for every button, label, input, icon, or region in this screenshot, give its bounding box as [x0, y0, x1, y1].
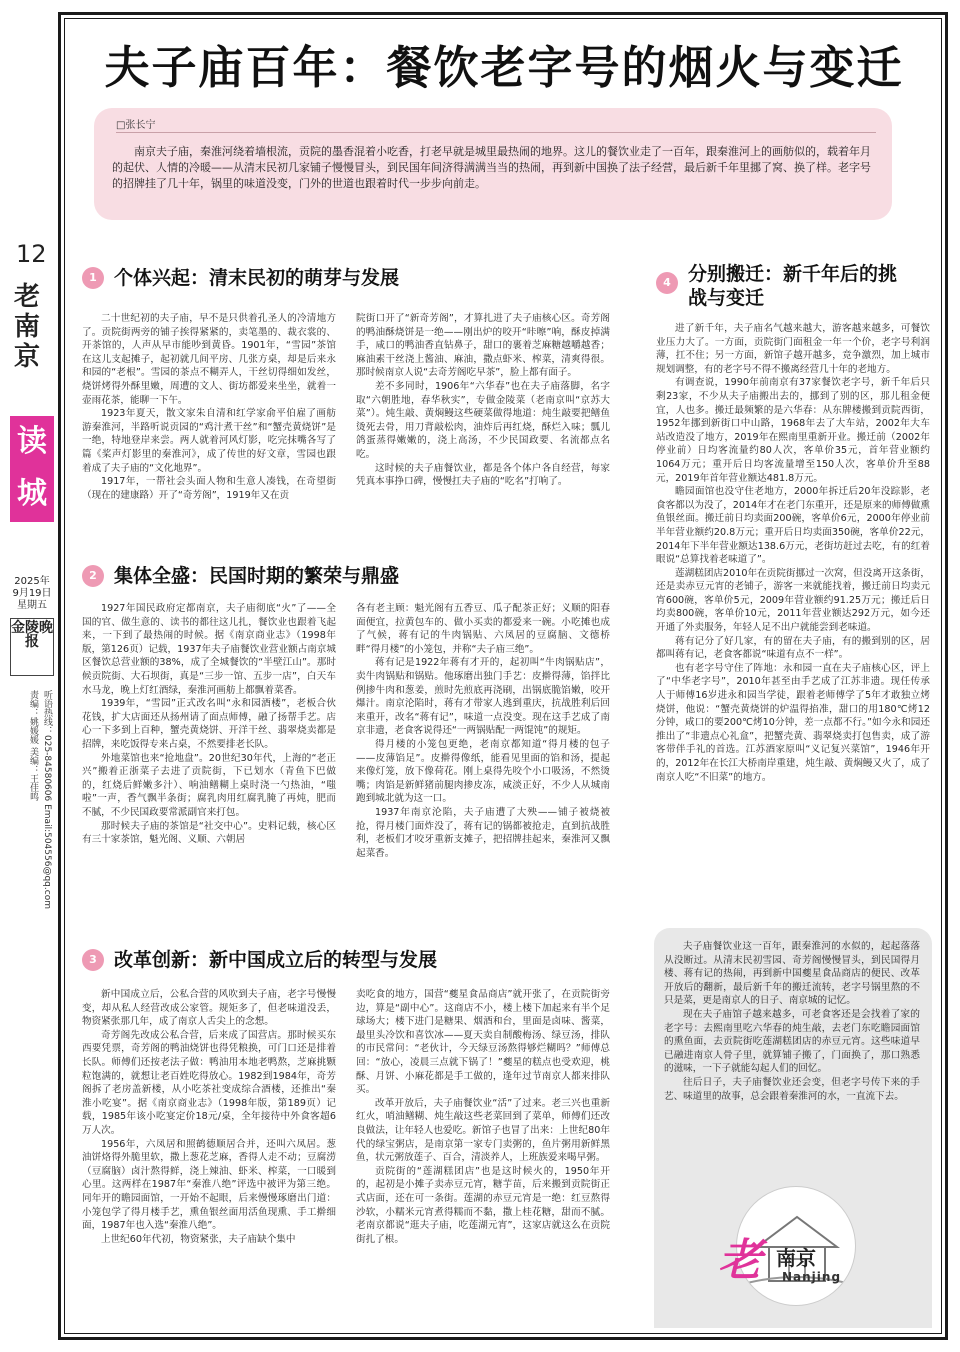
paragraph: 蒋有记是1922年蒋有才开的，起初叫“牛肉锅贴店”，卖牛肉锅贴和锅贴。他琢磨出独门手艺：皮擀得薄，馅拌比例掺牛肉和葱姜，煎时先煎底再浇刷，出锅底脆馅嫩，咬开爆汁。南京沦陷时，蒋有才带家人逃到重庆，抗战胜利后回来重开，改名“蒋有记”，味道一点没变。现在这手艺成了南京非遗，老食客说得还“一两锅贴配一两馄饨”的规矩。	[356, 657, 610, 737]
paragraph: 得月楼的小笼包更绝，老南京都知道“得月楼的包子——皮薄馅足”。皮擀得像纸，能看见里面的馅和汤，提起来像灯笼，放下像荷花。刚上桌得先咬个小口吸汤，不然烫嘴；肉馅是新鲜猪前腿肉掺皮冻，咸淡正好，不少人从城南跑到城北就为这一口。	[356, 738, 610, 805]
section-heading-2	[82, 564, 399, 588]
date-year: 2025年	[14, 576, 50, 587]
paragraph: 蒋有记分了好几家，有的留在夫子庙，有的搬到别的区，居都叫蒋有记，老食客都说“味道有点不一样”。	[656, 635, 930, 661]
paragraph: 现在夫子庙馆子越来越多，可老食客还是会找着了家的老字号：去熙南里吃六华春的炖生敲，去老门东吃瞻园面馆的熏鱼面，去贡院街吃莲湖糕团店的赤豆元宵。这些味道早已融进南京人骨子里，就算铺子搬了，门面换了，那口熟悉的滋味，一下子就能勾起人们的回忆。	[664, 1008, 920, 1075]
paragraph: 也有老字号守住了阵地：永和园一直在夫子庙核心区，评上了“中华老字号”，2010年甚至由手艺成了江苏非遗。现任传承人于师傅16岁进永和园当学徒，跟着老师傅学了5年才敢独立烤烧饼，他说：“蟹壳黄烧饼的炉温得掐准，甜口的用180℃烤12分钟，咸口的要200℃烤10分钟，差一点都不行。”如今永和园还推出了“非遗点心礼盒”，把蟹壳黄、翡翠烧卖打包售卖，成了游客带伴手礼的首选。江苏酒家原叫“义记复兴菜馆”，1946年开的，2012年在长江大桥南岸重建，炖生敲、黄焖鳗又火了，成了南京人吃“不旧菜”的地方。	[656, 662, 930, 783]
paragraph: 院街口开了“新奇芳阁”，才算扎进了夫子庙核心区。奇芳阁的鸭油酥烧饼是一绝——刚出炉的咬开“咔嚓”响，酥皮掉满手，咸口的鸭油香直钻鼻子，甜口的裹着芝麻糖越嚼越香；麻油素干丝浇上酱油、麻油，撒点虾米、榨菜，清爽得很。那时候南京人说“去奇芳阁吃早茶”，脸上都有面子。	[356, 313, 610, 379]
edge-column	[0, 0, 58, 1352]
s2-column-right	[356, 602, 610, 860]
s1-column-left	[82, 312, 336, 502]
section-title-line: 分别搬迁：新千年后的挑	[688, 263, 898, 285]
paragraph: 瞻园面馆也没守住老地方，2000年拆迁后20年没踪影，老食客都以为没了，2014年才在老门东重开，还是原来的师傅做熏鱼银丝面。搬迁前日均卖面200碗，客单价6元，2000年停业前半年营业额约20.8万元；重开后日均卖面350碗，客单价22元，2014年下半年营业额达138.6万元，老街坊赶过去吃，有的红着眼说“总算找着老味道了”。	[656, 486, 930, 566]
section-heading-3	[82, 948, 437, 972]
s3-column-right	[356, 988, 610, 1246]
paragraph: 1939年，“雪园”正式改名叫“永和园酒楼”，老板合伙花钱，扩大店面还从扬州请了面点师傅，融了扬帮手艺。店心一下多到上百种，蟹壳黄烧饼、开洋干丝、翡翠烧卖都是招牌，来吃饭得专来占桌，不然要排老长队。	[82, 698, 336, 750]
headline: 夫子庙百年：餐饮老字号的烟火与变迁	[104, 41, 904, 94]
paragraph: 1956年，六凤居和照鹤德顺居合并，还叫六凤居。葱油饼烙得外脆里软，撒上葱花芝麻，香得人走不动；豆腐涝（豆腐脑）卤汁熬得鲜，浇上辣油、虾米、榨菜，一口暖到心里。这两样在1987年“秦淮八绝”评选中被评为第三绝。同年开的瞻园面馆，一开始不起眼，后来慢慢琢磨出门道：小笼包学了得月楼手艺，熏鱼银丝面用活鱼现熏、手工擀细面，1987年也入选“秦淮八绝”。	[82, 1138, 336, 1232]
section-title: 改革创新：新中国成立后的转型与发展	[114, 949, 438, 971]
byline-divider	[116, 132, 876, 133]
section-title	[688, 262, 897, 310]
paragraph: 莲湖糕团店2010年在贡院街挪过一次窝，但没离开这条街，还是卖赤豆元宵的老铺子，游客一来就能找着，搬迁前日均卖元宵600碗，客单价5元，2009年营业额约91.25万元；搬迁后日均卖800碗，客单价10元，2011年营业额达292万元，如今还开通了外卖服务，年轻人足不出户就能尝到老味道。	[656, 567, 930, 634]
intro-text: 南京夫子庙，秦淮河绕着墙根流，贡院的墨香混着小吃香，打老早就是城里最热闹的地界。这儿的餐饮业走了一百年，跟秦淮河上的画舫似的，载着年月的起伏、人情的冷暖——从清末民初几家铺子慢慢冒头，到民国年间济得满满当当的热闹，再到新中国换了法子经营，最后新千年里挪了窝、换了样。老字号的招牌挂了几十年，锅里的味道没变，门外的世道也跟着时代一步步向前走。	[112, 145, 871, 190]
section-title: 个体兴起：清末民初的萌芽与发展	[114, 267, 400, 289]
paragraph: 新中国成立后，公私合营的风吹到夫子庙，老字号慢慢变，却从私人经营改成公家管。规矩多了，但老味道没丢，物资紧张那几年，成了南京人舌尖上的念想。	[82, 989, 336, 1028]
logo-english-text: Nanjing	[782, 1270, 842, 1284]
paragraph: 有调查说，1990年前南京有37家餐饮老字号，新千年后只剩23家，不少从夫子庙搬出去的，挪到了别的区，那儿租金便宜，人也多。搬迁最频繁的是六华春：从东牌楼搬到贡院西街，1952年挪到新街口中山路，1968年去了大车站，2002年大车站改造没了地方，2019年在熙南里重新开业。搬迁前（2002年停业前）日均客流量约80人次，客单价35元，首年营业额约1064万元；重开后日均客流量增至150人次，客单价升至88元，2019年首年营业额达481.8万元。	[656, 377, 930, 484]
paragraph: 夫子庙餐饮业这一百年，跟秦淮河的水似的，起起落落从没断过。从清末民初雪园、奇芳阁慢慢冒头，到民国得月楼、蒋有记的热闹，再到新中国夔星食品商店的便民、改革开放后的翻新，最后新千年的搬迁流转，老字号锅里熬的不只是菜，更是南京人的日子、南京城的记忆。	[664, 941, 920, 1007]
section-number-badge: 2	[82, 565, 104, 587]
date-day: 9月19日	[12, 588, 52, 599]
edition-name: 老南京	[14, 282, 41, 372]
paragraph: 1937年南京沦陷，夫子庙遭了大殃——铺子被烧被抢，得月楼门面炸没了，蒋有记的锅都被抢走，直到抗战胜利，老板们才咬牙重新支摊子，把招牌挂起来，秦淮河又飘起菜香。	[356, 806, 610, 859]
paragraph: 这时候的夫子庙餐饮业，都是各个体户各自经营，每家凭真本事挣口碑，慢慢扛夫子庙的“吃名”打响了。	[356, 462, 610, 488]
paragraph: 卖吃食的地方，国营“夔星食品商店”就开张了，在贡院街旁边，算是“副中心”。这商店不小，楼上楼下加起来有半个足球场大；楼下进门是糖果、烟酒和台，里面是卤味、酱菜，最里头冷饮和喜饮冰——夏天卖自制酸梅汤、绿豆汤，排队的市民常问：“老伙计，今天绿豆汤熬得够烂糊吗？”师傅总回：“放心，凌晨三点就下锅了！”夔星的糕点也受欢迎，桃酥、月饼、小麻花都是手工做的，逢年过节南京人都来排队买。	[356, 989, 610, 1096]
paragraph: 进了新千年，夫子庙名气越来越大，游客越来越多，可餐饮业压力大了。一方面，贡院街门面租金一年一个价，老字号利润薄，扛不住；另一方面，新馆子越开越多，竞争激烈，加上城市规划调整，有的老字号不得不搬离经营几十年的老地方。	[656, 323, 930, 375]
summary-text	[664, 940, 920, 1103]
weekday: 星期五	[17, 600, 47, 611]
paragraph: 那时候夫子庙的茶馆是“社交中心”。史料记载，核心区有三十家茶馆，魁光阁、义顺、六朝居	[82, 820, 336, 846]
page-number: 12	[16, 240, 47, 268]
paragraph: 往后日子，夫子庙餐饮业还会变，但老字号传下来的手艺、味道里的故事，总会跟着秦淮河的水，一直流下去。	[664, 1076, 920, 1102]
s2-column-left	[82, 602, 336, 847]
paragraph: 各有老主顾：魁光阁有五香豆、瓜子配茶正好；义顺的阳春面便宜，拉黄包车的、做小买卖的都爱来一碗。小吃摊也成了气候，蒋有记的牛肉锅贴、六凤居的豆腐脑、文德桥畔“得月楼”的小笼包，并称“夫子庙三绝”。	[356, 603, 610, 655]
paragraph: 奇芳阁先改成公私合营，后来成了国营店。那时候买东西要凭票，奇芳阁的鸭油烧饼也得凭粮换，可门口还是排着长队。师傅们还按老法子做：鸭油用本地老鸭熬，芝麻挑颗粒饱满的，就想让老百姓吃得放心。1982到1984年，奇芳阁拆了老房盖新楼，从小吃茶社变成综合酒楼，还推出“秦淮小吃宴”。据《南京商业志》（1998年版，第189页）记载，1985年该小吃宴定价18元/桌，全年接待中外食客超6万人次。	[82, 1029, 336, 1136]
section-tag: 读城	[10, 416, 54, 522]
byline: □张长宁	[116, 120, 156, 131]
paragraph: 改革开放后，夫子庙餐饮业“活”了过来。老三兴也重新红火，哨油鳝糊、炖生敲这些老菜回到了菜单，师傅们还改良做法，让年轻人也爱吃。新馆子也冒了出来：上世纪80年代的绿宝粥店，是南京第一家专门卖粥的，鱼片粥用新鲜黑鱼，状元粥放莲子、百合，清淡养人，上班族爱来喝早粥。	[356, 1097, 610, 1164]
section-title: 集体全盛：民国时期的繁荣与鼎盛	[114, 565, 400, 587]
old-nanjing-logo	[712, 1182, 912, 1312]
s1-column-right	[356, 312, 610, 489]
section-heading-1	[82, 266, 399, 290]
paragraph: 二十世纪初的夫子庙，早不是只供着孔圣人的冷清地方了。贡院街两旁的铺子挨得紧紧的，卖笔墨的、裁衣裳的、开茶馆的，人声从早市能吵到黄昏。1901年，“雪园”茶馆在这儿支起摊子，起初就几间平房、几张方桌，却是后来永和园的“老根”。雪园的茶点不糊弄人，干丝切得细如发丝，烧饼烤得外酥里嫩，周遭的文人、街坊都爱来坐坐，就着一壶雨花茶，能聊一下午。	[82, 313, 336, 406]
s4-column	[656, 322, 930, 784]
section-heading-4	[656, 262, 897, 310]
logo-nanjing-text: 南京	[776, 1246, 816, 1270]
paragraph: 1923年夏天，散文家朱自清和红学家俞平伯雇了画舫游秦淮河，半路听说贡园的“鸡汁煮干丝”和“蟹壳黄烧饼”是一绝，特地登岸来尝。两人就着河风灯影，吃完抹嘴各写了篇《桨声灯影里的秦淮河》，成了传世的好文章，雪园也跟着成了夫子庙的“文化地界”。	[82, 408, 336, 474]
s3-column-left	[82, 988, 336, 1246]
paragraph: 差不多同时，1906年“六华春”也在夫子庙落脚，名字取“六朝胜地，春华秋实”，专做金陵菜（老南京叫“京苏大菜”）。炖生敲、黄焖鳗这些硬菜做得地道：炖生敲要把鳝鱼烫死去骨，用刀背敲松肉，油炸后再红烧，酥烂入味；瓢儿鸽蛋蒸得嫩嫩的，浇上高汤，不少民国政要、名流都点名吃。	[356, 380, 610, 460]
contact-line: 听语热线：025-84580606 Email:504556@qq.com	[42, 690, 52, 909]
section-number-badge: 4	[656, 272, 678, 294]
paragraph: 上世纪60年代初，物资紧张，夫子庙缺个集中	[101, 1233, 296, 1245]
paragraph: 贡院街的“莲湖糕团店”也是这时候火的，1950年开的，起初是小摊子卖赤豆元宵，糖芋苗，后来搬到贡院街正式店面，还在可一条街。莲湖的赤豆元宵是一绝：红豆熬得沙软，小糯米元宵煮得糯而不黏，撒上桂花糖，甜而不腻。老南京都说“逛夫子庙，吃莲湖元宵”，这家店就这么在贡院街扎了根。	[356, 1165, 610, 1245]
paragraph: 1917年，一帮社会头面人物和生意人凑钱，在奇望街（现在的建康路）开了“奇芳阁”，1919年又在贡	[82, 476, 336, 501]
paragraph: 外地菜馆也来“抢地盘”。20世纪30年代，上海的“老正兴”搬着正浙菜子去进了贡院街，下已划水（青鱼下巴做的，红烧后鲜嫩多汁）、响油鳝糊上桌时浇一勺热油，“嗤啦”一声，香气飘半条街；腐乳肉用红腐乳腌了再炖，肥而不腻，不少民国政要常派副官来打包。	[82, 752, 336, 818]
section-title-line: 战与变迁	[688, 287, 765, 309]
section-number-badge: 3	[82, 949, 104, 971]
masthead-logo: 金陵晚报	[10, 618, 54, 676]
publication-date	[10, 576, 54, 612]
section-number-badge: 1	[82, 267, 104, 289]
logo-old-char: 老	[718, 1235, 762, 1286]
paragraph: 1927年国民政府定都南京，夫子庙彻底“火”了——全国的官、做生意的、读书的都往这儿扎，餐饮业也跟着飞起来，一下到了最热闹的时候。据《南京商业志》（1998年版，第126页）记载，1937年夫子庙餐饮业营业额占南京城区餐饮总营业额的38%，成了全城餐饮的“半壁江山”。那时候贡院街、大石坝街，真是“三步一馆、五步一店”，白天车水马龙，晚上灯红酒绿，秦淮河画舫上都飘着菜香。	[82, 603, 336, 696]
editor-credit: 责编：姚媛媛 美编：王佳鸣	[28, 690, 38, 801]
